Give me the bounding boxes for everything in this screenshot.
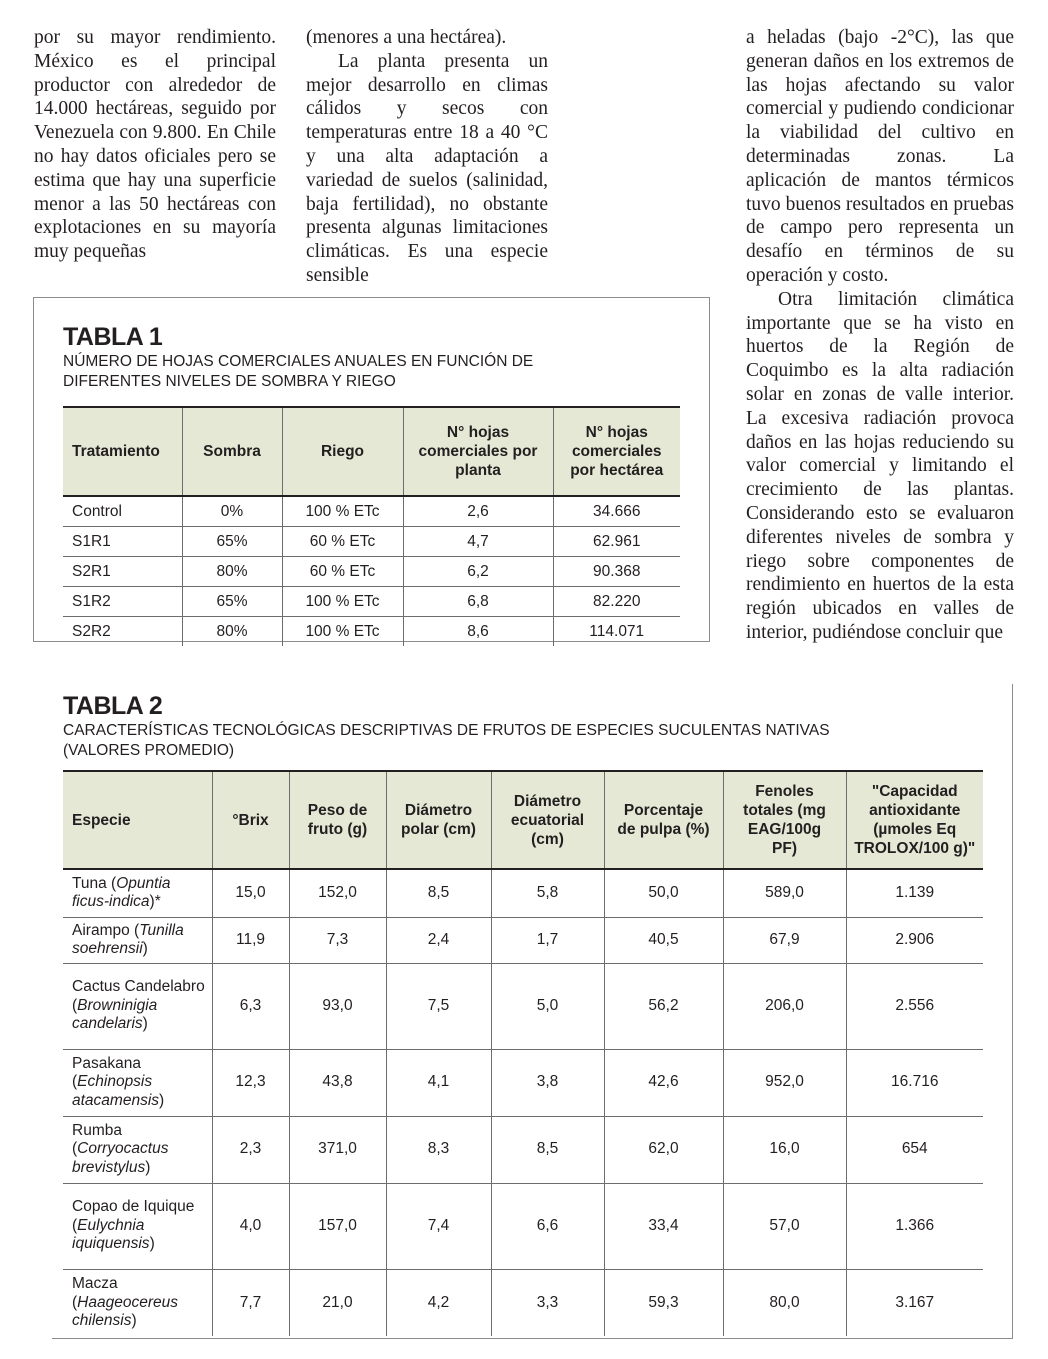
value-cell: 7,3 (289, 917, 386, 963)
common-name: Tuna ( (72, 874, 117, 892)
species-cell (63, 1183, 212, 1269)
scientific-name: Browninigia candelaris (72, 996, 158, 1033)
value-cell: 93,0 (289, 963, 386, 1049)
scientific-name: Echinopsis atacamensis (72, 1073, 160, 1109)
value-cell: 7,4 (386, 1183, 491, 1269)
value-cell: 82.220 (553, 587, 680, 617)
column-header: Peso de fruto (g) (289, 771, 386, 869)
column-header: N° hojas comerciales por hectárea (553, 407, 680, 496)
value-cell: 589,0 (723, 869, 846, 917)
value-cell: 12,3 (212, 1049, 289, 1116)
article-paragraph: por su mayor rendimiento. México es el principal productor con alrededor de 14.000 hectáreas, seguido por Venezuela con 9.800. En Chile no hay datos oficiales pero se estima que hay una superficie menor a las 50 hectáreas con explotaciones en su mayoría muy pequeñas (34, 27, 276, 263)
species-cell (63, 1116, 212, 1183)
table-header-row (63, 771, 983, 869)
tabla2-table (63, 770, 983, 1336)
table-row (63, 1183, 983, 1269)
value-cell: 157,0 (289, 1183, 386, 1269)
tabla1-subtitle (63, 352, 683, 392)
value-cell: 3,8 (491, 1049, 604, 1116)
common-name: Macza ( (72, 1275, 118, 1311)
value-cell: 4,0 (212, 1183, 289, 1269)
value-cell: 8,5 (491, 1116, 604, 1183)
value-cell: 62,0 (604, 1116, 723, 1183)
value-cell: 11,9 (212, 917, 289, 963)
table-row (63, 963, 983, 1049)
tabla1-title: TABLA 1 (63, 323, 163, 351)
table-row (63, 527, 680, 557)
article-paragraph: (menores a una hectárea). (306, 27, 507, 48)
column-header: °Brix (212, 771, 289, 869)
table-row (63, 1116, 983, 1183)
species-cell (63, 963, 212, 1049)
value-cell: 57,0 (723, 1183, 846, 1269)
value-cell: 5,8 (491, 869, 604, 917)
table-row (63, 917, 983, 963)
name-suffix: ) (131, 1312, 137, 1329)
article-paragraph: Otra limitación climática importante que se ha visto en huertos de la Región de Coquimbo es la alta radiación solar en zonas de valle interior. La excesiva radiación provoca daños en las hojas reduciendo su valor comercial y limitando el crecimiento de las plantas. Considerando esto se evaluaron diferentes niveles de sombra y riego sobre componentes de rendimiento en huertos de la esta región ubicados en valles de interior, pudiéndose concluir que (746, 288, 1014, 643)
value-cell: 60 % ETc (282, 527, 403, 557)
value-cell: 152,0 (289, 869, 386, 917)
value-cell: 56,2 (604, 963, 723, 1049)
value-cell: 2.906 (846, 917, 983, 963)
value-cell: 59,3 (604, 1269, 723, 1336)
value-cell: 34.666 (553, 496, 680, 527)
treatment-cell: S2R2 (72, 622, 111, 640)
value-cell: 65% (182, 527, 282, 557)
tabla2-frame-bottom (52, 1338, 1013, 1339)
value-cell: 67,9 (723, 917, 846, 963)
treatment-cell: Control (63, 496, 182, 527)
common-name: Cactus Candelabro ( (72, 978, 205, 1014)
column-header: N° hojas comerciales por planta (403, 407, 553, 496)
species-cell (63, 917, 212, 963)
value-cell: 80% (182, 557, 282, 587)
value-cell: 2.556 (846, 963, 983, 1049)
value-cell: 4,7 (403, 527, 553, 557)
value-cell: 16,0 (723, 1116, 846, 1183)
scientific-name: Corryocactus brevistylus (72, 1140, 169, 1176)
column-header: Porcentaje de pulpa (%) (604, 771, 723, 869)
value-cell: 1,7 (491, 917, 604, 963)
article-paragraph: a heladas (bajo -2°C), las que generan daños en los extremos de las hojas afectando su valor comercial y pudiendo condicionar la viabilidad del cultivo en determinadas zonas. La aplicación de mantos térmicos tuvo buenos resultados en pruebas de campo pero representa un desafío en términos de su operación y costo. (746, 27, 1014, 286)
tabla1-table (63, 406, 680, 646)
tabla2-frame-right (1012, 684, 1013, 1338)
table-row (63, 869, 983, 917)
species-cell (63, 869, 212, 917)
column-header: Fenoles totales (mg EAG/100g PF) (723, 771, 846, 869)
scientific-name: Eulychnia iquiquensis (72, 1216, 150, 1253)
column-header: Diámetro ecuatorial (cm) (491, 771, 604, 869)
column-header: Tratamiento (63, 407, 182, 496)
common-name: Rumba ( (72, 1121, 122, 1158)
value-cell: 1.139 (846, 869, 983, 917)
tabla2-subtitle-line: CARACTERÍSTICAS TECNOLÓGICAS DESCRIPTIVAS DE FRUTOS DE ESPECIES SUCULENTAS NATIVAS (63, 722, 830, 739)
value-cell: 42,6 (604, 1049, 723, 1116)
value-cell: 80% (182, 617, 282, 647)
column-header: "Capacidad antioxidante (µmoles Eq TROLOX/100 g)" (846, 771, 983, 869)
value-cell: 62.961 (553, 527, 680, 557)
value-cell: 114.071 (553, 617, 680, 647)
table-row (63, 1049, 983, 1116)
column-header: Sombra (182, 407, 282, 496)
value-cell: 90.368 (553, 557, 680, 587)
value-cell: 100 % ETc (282, 587, 403, 617)
name-suffix: )* (149, 893, 161, 911)
article-column-3 (746, 26, 1014, 645)
value-cell: 15,0 (212, 869, 289, 917)
value-cell: 0% (182, 496, 282, 527)
value-cell: 3.167 (846, 1269, 983, 1336)
column-header: Especie (63, 771, 212, 869)
species-cell (63, 1269, 212, 1336)
value-cell: 40,5 (604, 917, 723, 963)
value-cell: 80,0 (723, 1269, 846, 1336)
name-suffix: ) (142, 1015, 148, 1033)
tabla2-subtitle (63, 721, 983, 761)
article-paragraph: La planta presenta un mejor desarrollo en climas cálidos y secos con temperaturas entre 18 a 40 °C y una alta adaptación a variedad de suelos (salinidad, baja fertilidad), no obstante presenta algunas limitaciones climáticas. Es una especie sensible (306, 50, 548, 286)
value-cell: 16.716 (846, 1049, 983, 1116)
common-name: Pasakana ( (72, 1054, 141, 1091)
value-cell: 6,6 (491, 1183, 604, 1269)
value-cell: 6,8 (403, 587, 553, 617)
value-cell: 371,0 (289, 1116, 386, 1183)
treatment-cell: S1R1 (63, 527, 182, 557)
table-row (63, 557, 680, 587)
value-cell: 100 % ETc (282, 496, 403, 527)
value-cell: 8,5 (386, 869, 491, 917)
scientific-name: Opuntia ficus-indica (72, 874, 171, 911)
value-cell: 4,1 (386, 1049, 491, 1116)
value-cell: 3,3 (491, 1269, 604, 1336)
tabla1-subtitle-line: DIFERENTES NIVELES DE SOMBRA Y RIEGO (63, 373, 396, 390)
common-name: Airampo ( (72, 921, 140, 939)
scientific-name: Tunilla soehrensii (72, 921, 184, 957)
value-cell: 8,3 (386, 1116, 491, 1183)
column-header: Diámetro polar (cm) (386, 771, 491, 869)
table-row (63, 587, 680, 617)
article-column-2 (306, 26, 548, 288)
value-cell: 952,0 (723, 1049, 846, 1116)
name-suffix: ) (142, 940, 148, 957)
scientific-name: Haageocereus chilensis (72, 1293, 178, 1329)
value-cell: 7,7 (212, 1269, 289, 1336)
value-cell: 50,0 (604, 869, 723, 917)
tabla2-title: TABLA 2 (63, 692, 163, 720)
value-cell: 8,6 (403, 617, 553, 647)
value-cell: 6,3 (212, 963, 289, 1049)
value-cell: 4,2 (386, 1269, 491, 1336)
value-cell: 43,8 (289, 1049, 386, 1116)
table-row (63, 617, 680, 647)
table-header-row (63, 407, 680, 496)
treatment-cell: S1R2 (63, 587, 182, 617)
value-cell: 654 (846, 1116, 983, 1183)
value-cell: 206,0 (723, 963, 846, 1049)
article-column-1 (34, 26, 276, 264)
value-cell: 2,3 (212, 1116, 289, 1183)
name-suffix: ) (145, 1158, 151, 1176)
value-cell: 100 % ETc (282, 617, 403, 647)
value-cell: 6,2 (403, 557, 553, 587)
species-cell (63, 1049, 212, 1116)
value-cell: 60 % ETc (282, 557, 403, 587)
value-cell: 21,0 (289, 1269, 386, 1336)
value-cell: 2,4 (386, 917, 491, 963)
value-cell: 33,4 (604, 1183, 723, 1269)
value-cell: 65% (182, 587, 282, 617)
value-cell: 7,5 (386, 963, 491, 1049)
tabla1-subtitle-line: NÚMERO DE HOJAS COMERCIALES ANUALES EN FUNCIÓN DE (63, 353, 534, 370)
name-suffix: ) (159, 1091, 165, 1109)
tabla2-subtitle-line: (VALORES PROMEDIO) (63, 742, 235, 759)
name-suffix: ) (149, 1235, 155, 1253)
value-cell: 5,0 (491, 963, 604, 1049)
treatment-cell: S2R1 (63, 557, 182, 587)
table-row (63, 496, 680, 527)
column-header: Riego (282, 407, 403, 496)
value-cell: 2,6 (403, 496, 553, 527)
table-row (63, 1269, 983, 1336)
value-cell: 1.366 (846, 1183, 983, 1269)
common-name: Copao de Iquique ( (72, 1198, 195, 1234)
